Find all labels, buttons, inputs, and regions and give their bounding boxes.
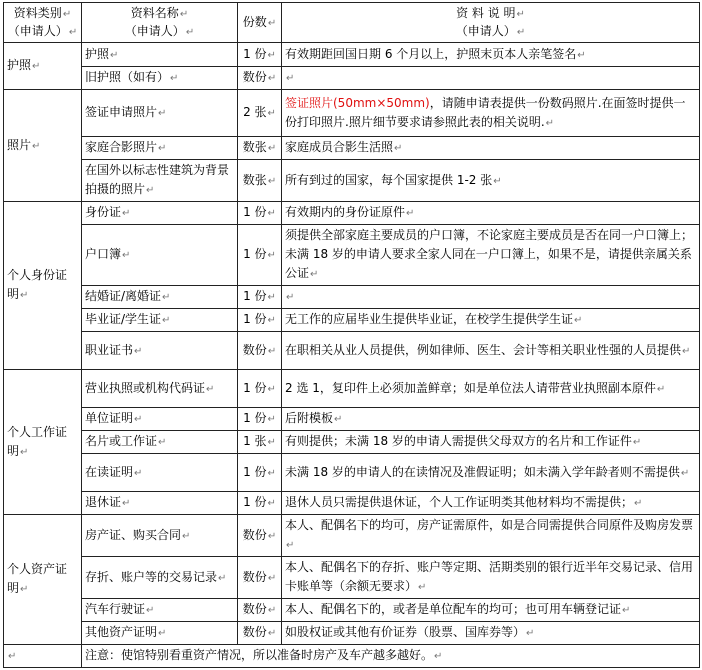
item-qty-cell: 1 份↵: [238, 454, 282, 492]
paragraph-mark: ↵: [182, 530, 191, 542]
paragraph-mark: ↵: [134, 345, 143, 357]
paragraph-mark: ↵: [267, 292, 276, 303]
paragraph-mark: ↵: [680, 467, 690, 479]
header-name: [82, 3, 238, 43]
paragraph-mark: ↵: [656, 383, 666, 395]
item-desc-cell: 所有到过的国家，每个国家提供 1-2 张↵: [282, 160, 700, 202]
paragraph-mark: ↵: [632, 437, 642, 448]
paragraph-mark: ↵: [526, 628, 535, 639]
paragraph-mark: ↵: [622, 605, 631, 616]
table-row: [4, 622, 700, 645]
paragraph-mark: ↵: [267, 73, 277, 84]
paragraph-mark: ↵: [158, 143, 167, 154]
item-name-cell: 退休证↵: [82, 492, 238, 515]
item-name-cell: 房产证、购买合同↵: [82, 515, 238, 557]
paragraph-mark: ↵: [267, 315, 276, 326]
item-qty-cell: 1 张↵: [238, 431, 282, 454]
paragraph-mark: ↵: [170, 73, 179, 84]
paragraph-mark: ↵: [267, 17, 277, 29]
paragraph-mark: ↵: [267, 175, 277, 187]
table-row: [4, 431, 700, 454]
paragraph-mark: ↵: [267, 108, 276, 119]
item-name-cell: 名片或工作证↵: [82, 431, 238, 454]
paragraph-mark: ↵: [158, 628, 167, 639]
paragraph-mark: ↵: [267, 345, 277, 357]
item-name-cell: 结婚证/离婚证↵: [82, 286, 238, 309]
category-cell: 护照↵: [4, 43, 82, 90]
item-desc-cell: 后附模板↵: [282, 408, 700, 431]
paragraph-mark: ↵: [267, 49, 276, 61]
paragraph-mark: ↵: [20, 584, 29, 595]
table-row: [4, 408, 700, 431]
item-desc-cell: 须提供全部家庭主要成员的户口簿，不论家庭主要成员是否在同一户口簿上；未满 18 岁的申请人要求全家人同在一户口簿上，如果不是，请提供亲属关系公证↵: [282, 225, 700, 286]
paragraph-mark: ↵: [286, 292, 295, 303]
header-line: 资料名称: [130, 5, 179, 20]
category-cell: 个人资产证明↵: [4, 515, 82, 645]
header-line: （申请人）: [124, 23, 185, 38]
table-row: [4, 370, 700, 408]
item-qty-cell: 1 份↵: [238, 225, 282, 286]
item-desc-cell: 2 选 1，复印件上必须加盖鲜章；如是单位法人请带营业执照副本原件↵: [282, 370, 700, 408]
paragraph-mark: ↵: [185, 26, 195, 38]
paragraph-mark: ↵: [158, 437, 167, 448]
paragraph-mark: ↵: [545, 117, 555, 129]
item-desc-cell: 本人、配偶名下的存折、账户等定期、活期类别的银行近半年交易记录、信用卡账单等（余额无要求）↵: [282, 557, 700, 599]
paragraph-mark: ↵: [434, 651, 443, 662]
paragraph-mark: ↵: [577, 49, 586, 61]
item-desc-cell: 签证照片(50mm×50mm)，请随申请表提供一份数码照片.在面签时提供一份打印照片.照片细节要求请参照此表的相关说明.↵: [282, 90, 700, 137]
table-row: [4, 90, 700, 137]
item-name-cell: 在读证明↵: [82, 454, 238, 492]
paragraph-mark: ↵: [20, 290, 29, 301]
item-qty-cell: 数张↵: [238, 137, 282, 160]
paragraph-mark: ↵: [32, 140, 41, 152]
item-desc-cell: 无工作的应届毕业生提供毕业证，在校学生提供学生证↵: [282, 309, 700, 332]
note-cell: 注意：使馆特别看重资产情况，所以准备时房产及车产越多越好。↵: [82, 645, 700, 668]
item-name-cell: 旧护照（如有）↵: [82, 67, 238, 90]
paragraph-mark: ↵: [267, 208, 276, 219]
paragraph-mark: ↵: [418, 582, 427, 593]
paragraph-mark: ↵: [516, 26, 526, 38]
paragraph-mark: ↵: [267, 467, 276, 479]
paragraph-mark: ↵: [267, 605, 277, 616]
item-qty-cell: 数份↵: [238, 622, 282, 645]
paragraph-mark: ↵: [134, 414, 143, 425]
table-row: [4, 67, 700, 90]
paragraph-mark: ↵: [267, 572, 277, 584]
item-name-cell: 单位证明↵: [82, 408, 238, 431]
item-name-cell: 家庭合影照片↵: [82, 137, 238, 160]
paragraph-mark: ↵: [394, 143, 403, 154]
category-cell: 照片↵: [4, 90, 82, 202]
header-line: （申请人）: [7, 23, 68, 38]
header-line: （申请人）: [455, 23, 516, 38]
paragraph-mark: ↵: [32, 61, 41, 72]
item-desc-cell: 如股权证或其他有价证券（股票、国库券等）↵: [282, 622, 700, 645]
table-row: [4, 43, 700, 67]
item-name-cell: 护照↵: [82, 43, 238, 67]
paragraph-mark: ↵: [179, 8, 189, 20]
item-desc-cell: 本人、配偶名下的，或者是单位配车的均可；也可用车辆登记证↵: [282, 599, 700, 622]
paragraph-mark: ↵: [574, 315, 583, 326]
paragraph-mark: ↵: [267, 437, 276, 448]
empty-cell: [4, 645, 82, 668]
paragraph-mark: ↵: [146, 605, 155, 616]
item-qty-cell: 数份↵: [238, 332, 282, 370]
paragraph-mark: ↵: [122, 208, 131, 219]
item-desc-cell: 退休人员只需提供退休证，个人工作证明类其他材料均不需提供；↵: [282, 492, 700, 515]
paragraph-mark: ↵: [286, 73, 295, 84]
table-row: [4, 137, 700, 160]
table-row: [4, 557, 700, 599]
paragraph-mark: ↵: [267, 414, 276, 425]
item-name-cell: 其他资产证明↵: [82, 622, 238, 645]
item-name-cell: 在国外以标志性建筑为背景拍摄的照片↵: [82, 160, 238, 202]
item-desc-cell: 有效期距回国日期 6 个月以上，护照末页本人亲笔签名↵: [282, 43, 700, 67]
table-row: [4, 160, 700, 202]
item-desc-cell: [282, 286, 700, 309]
paragraph-mark: ↵: [516, 8, 525, 20]
item-qty-cell: 数份↵: [238, 599, 282, 622]
paragraph-mark: ↵: [158, 108, 167, 119]
header-line: 资 料 说 明: [456, 5, 516, 20]
item-desc-cell: 未满 18 岁的申请人的在读情况及准假证明；如未满入学年龄者则不需提供↵: [282, 454, 700, 492]
item-qty-cell: 数份↵: [238, 557, 282, 599]
item-name-cell: 营业执照或机构代码证↵: [82, 370, 238, 408]
item-qty-cell: 2 张↵: [238, 90, 282, 137]
paragraph-mark: ↵: [218, 572, 227, 584]
item-qty-cell: 数份↵: [238, 515, 282, 557]
header-line: 资料类别: [13, 5, 62, 20]
highlighted-text: 签证照片(50mm×50mm): [285, 95, 430, 110]
item-name-cell: 户口簿↵: [82, 225, 238, 286]
table-row: [4, 454, 700, 492]
paragraph-mark: ↵: [267, 628, 277, 639]
item-qty-cell: 1 份↵: [238, 370, 282, 408]
item-name-cell: 身份证↵: [82, 202, 238, 225]
item-qty-cell: 1 份↵: [238, 286, 282, 309]
table-row: [4, 515, 700, 557]
header-category: [4, 3, 82, 43]
paragraph-mark: ↵: [68, 26, 78, 38]
paragraph-mark: ↵: [682, 345, 691, 357]
paragraph-mark: ↵: [267, 383, 276, 395]
paragraph-mark: ↵: [122, 250, 131, 261]
category-cell: 个人工作证明↵: [4, 370, 82, 515]
item-name-cell: 存折、账户等的交易记录↵: [82, 557, 238, 599]
paragraph-mark: ↵: [267, 498, 276, 509]
document-table: [3, 2, 700, 668]
table-row: [4, 309, 700, 332]
paragraph-mark: ↵: [267, 250, 276, 261]
category-cell: 个人身份证明↵: [4, 202, 82, 370]
paragraph-mark: ↵: [20, 446, 29, 458]
item-qty-cell: 1 份↵: [238, 202, 282, 225]
paragraph-mark: ↵: [406, 208, 415, 219]
item-name-cell: 签证申请照片↵: [82, 90, 238, 137]
item-name-cell: 毕业证/学生证↵: [82, 309, 238, 332]
note-row: [4, 645, 700, 668]
item-desc-cell: 有则提供；未满 18 岁的申请人需提供父母双方的名片和工作证件↵: [282, 431, 700, 454]
item-qty-cell: 1 份↵: [238, 309, 282, 332]
paragraph-mark: ↵: [8, 651, 17, 662]
paragraph-mark: ↵: [267, 143, 277, 154]
table-header: [4, 3, 700, 43]
paragraph-mark: ↵: [110, 49, 119, 61]
item-qty-cell: 1 份↵: [238, 408, 282, 431]
item-desc-cell: 在职相关从业人员提供，例如律师、医生、会计等相关职业性强的人员提供↵: [282, 332, 700, 370]
table-row: [4, 225, 700, 286]
item-desc-cell: [282, 67, 700, 90]
paragraph-mark: ↵: [134, 467, 143, 479]
item-qty-cell: 1 份↵: [238, 492, 282, 515]
paragraph-mark: ↵: [634, 498, 643, 509]
item-desc-cell: 本人、配偶名下的均可，房产证需原件，如是合同需提供合同原件及购房发票↵: [282, 515, 700, 557]
paragraph-mark: ↵: [206, 383, 215, 395]
item-name-cell: 汽车行驶证↵: [82, 599, 238, 622]
table-row: [4, 286, 700, 309]
item-qty-cell: 数份↵: [238, 67, 282, 90]
paragraph-mark: ↵: [146, 185, 155, 196]
table-row: [4, 202, 700, 225]
paragraph-mark: ↵: [162, 292, 171, 303]
item-name-cell: 职业证书↵: [82, 332, 238, 370]
paragraph-mark: ↵: [310, 269, 319, 280]
header-qty: 份数↵: [238, 3, 282, 43]
paragraph-mark: ↵: [267, 530, 277, 542]
item-desc-cell: 家庭成员合影生活照↵: [282, 137, 700, 160]
table-row: [4, 332, 700, 370]
table-row: [4, 492, 700, 515]
table-row: [4, 599, 700, 622]
item-desc-cell: 有效期内的身份证原件↵: [282, 202, 700, 225]
item-qty-cell: 1 份↵: [238, 43, 282, 67]
paragraph-mark: ↵: [162, 315, 171, 326]
paragraph-mark: ↵: [286, 540, 295, 551]
paragraph-mark: ↵: [62, 8, 72, 20]
paragraph-mark: ↵: [493, 175, 502, 187]
paragraph-mark: ↵: [334, 414, 343, 425]
item-qty-cell: 数张↵: [238, 160, 282, 202]
header-desc: [282, 3, 700, 43]
paragraph-mark: ↵: [122, 498, 131, 509]
